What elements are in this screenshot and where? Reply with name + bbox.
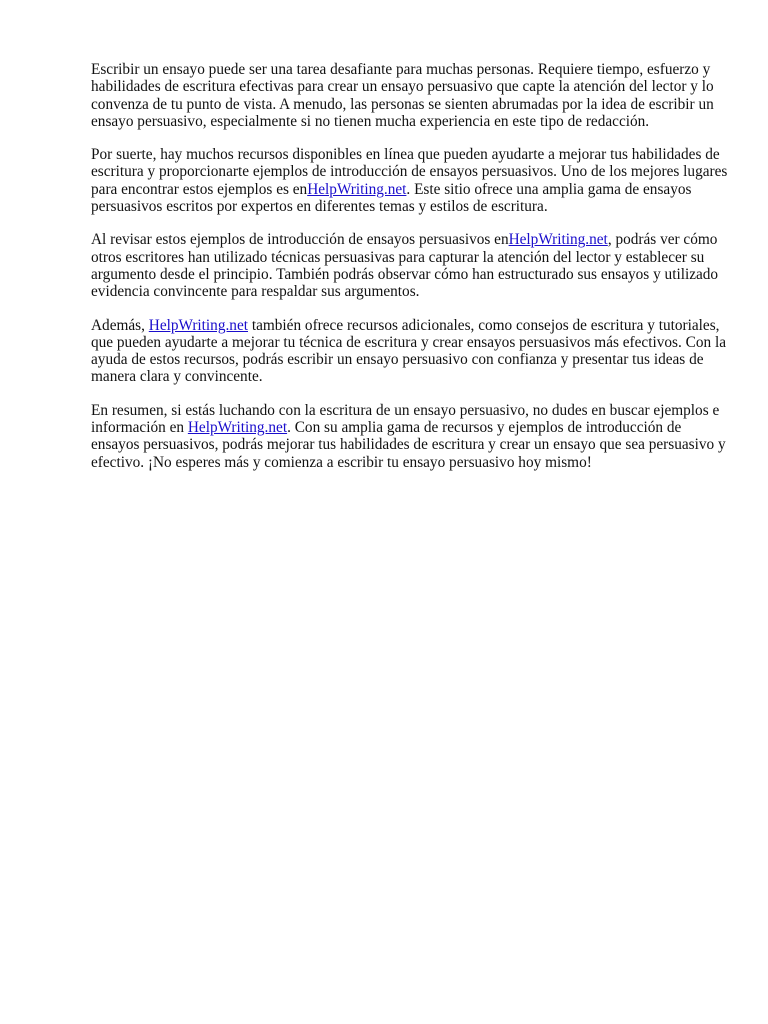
paragraph-1-text: Escribir un ensayo puede ser una tarea desafiante para muchas personas. Requiere tiempo, esfuerzo y habilidades de escritura efectivas para crear un ensayo persuasivo que capte la atención del lector y lo convenza de tu punto de vista. A menudo, las personas se sienten abrumadas por la idea de escribir un ensayo persuasivo, especialmente si no tienen mucha experiencia en este tipo de redacción. [91,61,714,130]
paragraph-2 [91,146,731,215]
helpwriting-link-4[interactable]: HelpWriting.net [187,419,288,437]
paragraph-3 [91,231,731,300]
paragraph-5 [91,402,731,471]
paragraph-2-text-after: . Este sitio ofrece una amplia gama de ensayos persuasivos escritos por expertos en diferentes temas y estilos de escritura. [91,180,692,216]
paragraph-3-text-after: , podrás ver cómo otros escritores han utilizado técnicas persuasivas para capturar la atención del lector y establecer su argumento desde el principio. También podrás observar cómo han estructurado sus ensayos y utilizado evidencia convincente para respaldar sus argumentos. [91,231,719,301]
helpwriting-link-3[interactable]: HelpWriting.net [148,316,248,334]
paragraph-4-text-after: también ofrece recursos adicionales, como consejos de escritura y tutoriales, que pueden ayudarte a mejorar tu técnica de escritura y crear ensayos persuasivos más efectivos. Con la ayuda de estos recursos, podrás escribir un ensayo persuasivo con confianza y presentar tus ideas de manera clara y convincente. [91,316,726,386]
helpwriting-link-2[interactable]: HelpWriting.net [508,231,608,249]
helpwriting-link-1[interactable]: HelpWriting.net [307,180,407,198]
paragraph-1 [91,61,731,130]
document-body [91,61,731,487]
paragraph-2-text-before: Por suerte, hay muchos recursos disponibles en línea que pueden ayudarte a mejorar tus habilidades de escritura y proporcionarte ejemplos de introducción de ensayos persuasivos. Uno de los mejores lugares para encontrar estos ejemplos es en [91,146,728,198]
paragraph-5-text-before: En resumen, si estás luchando con la escritura de un ensayo persuasivo, no dudes en buscar ejemplos e información en [91,401,720,437]
paragraph-4 [91,317,731,386]
paragraph-3-text-before: Al revisar estos ejemplos de introducción de ensayos persuasivos en [91,231,509,249]
paragraph-4-text-before: Además, [91,316,149,334]
paragraph-5-text-after: . Con su amplia gama de recursos y ejemplos de introducción de ensayos persuasivos, podrás mejorar tus habilidades de escritura y crear un ensayo que sea persuasivo y efectivo. ¡No esperes más y comienza a escribir tu ensayo persuasivo hoy mismo! [91,419,726,471]
